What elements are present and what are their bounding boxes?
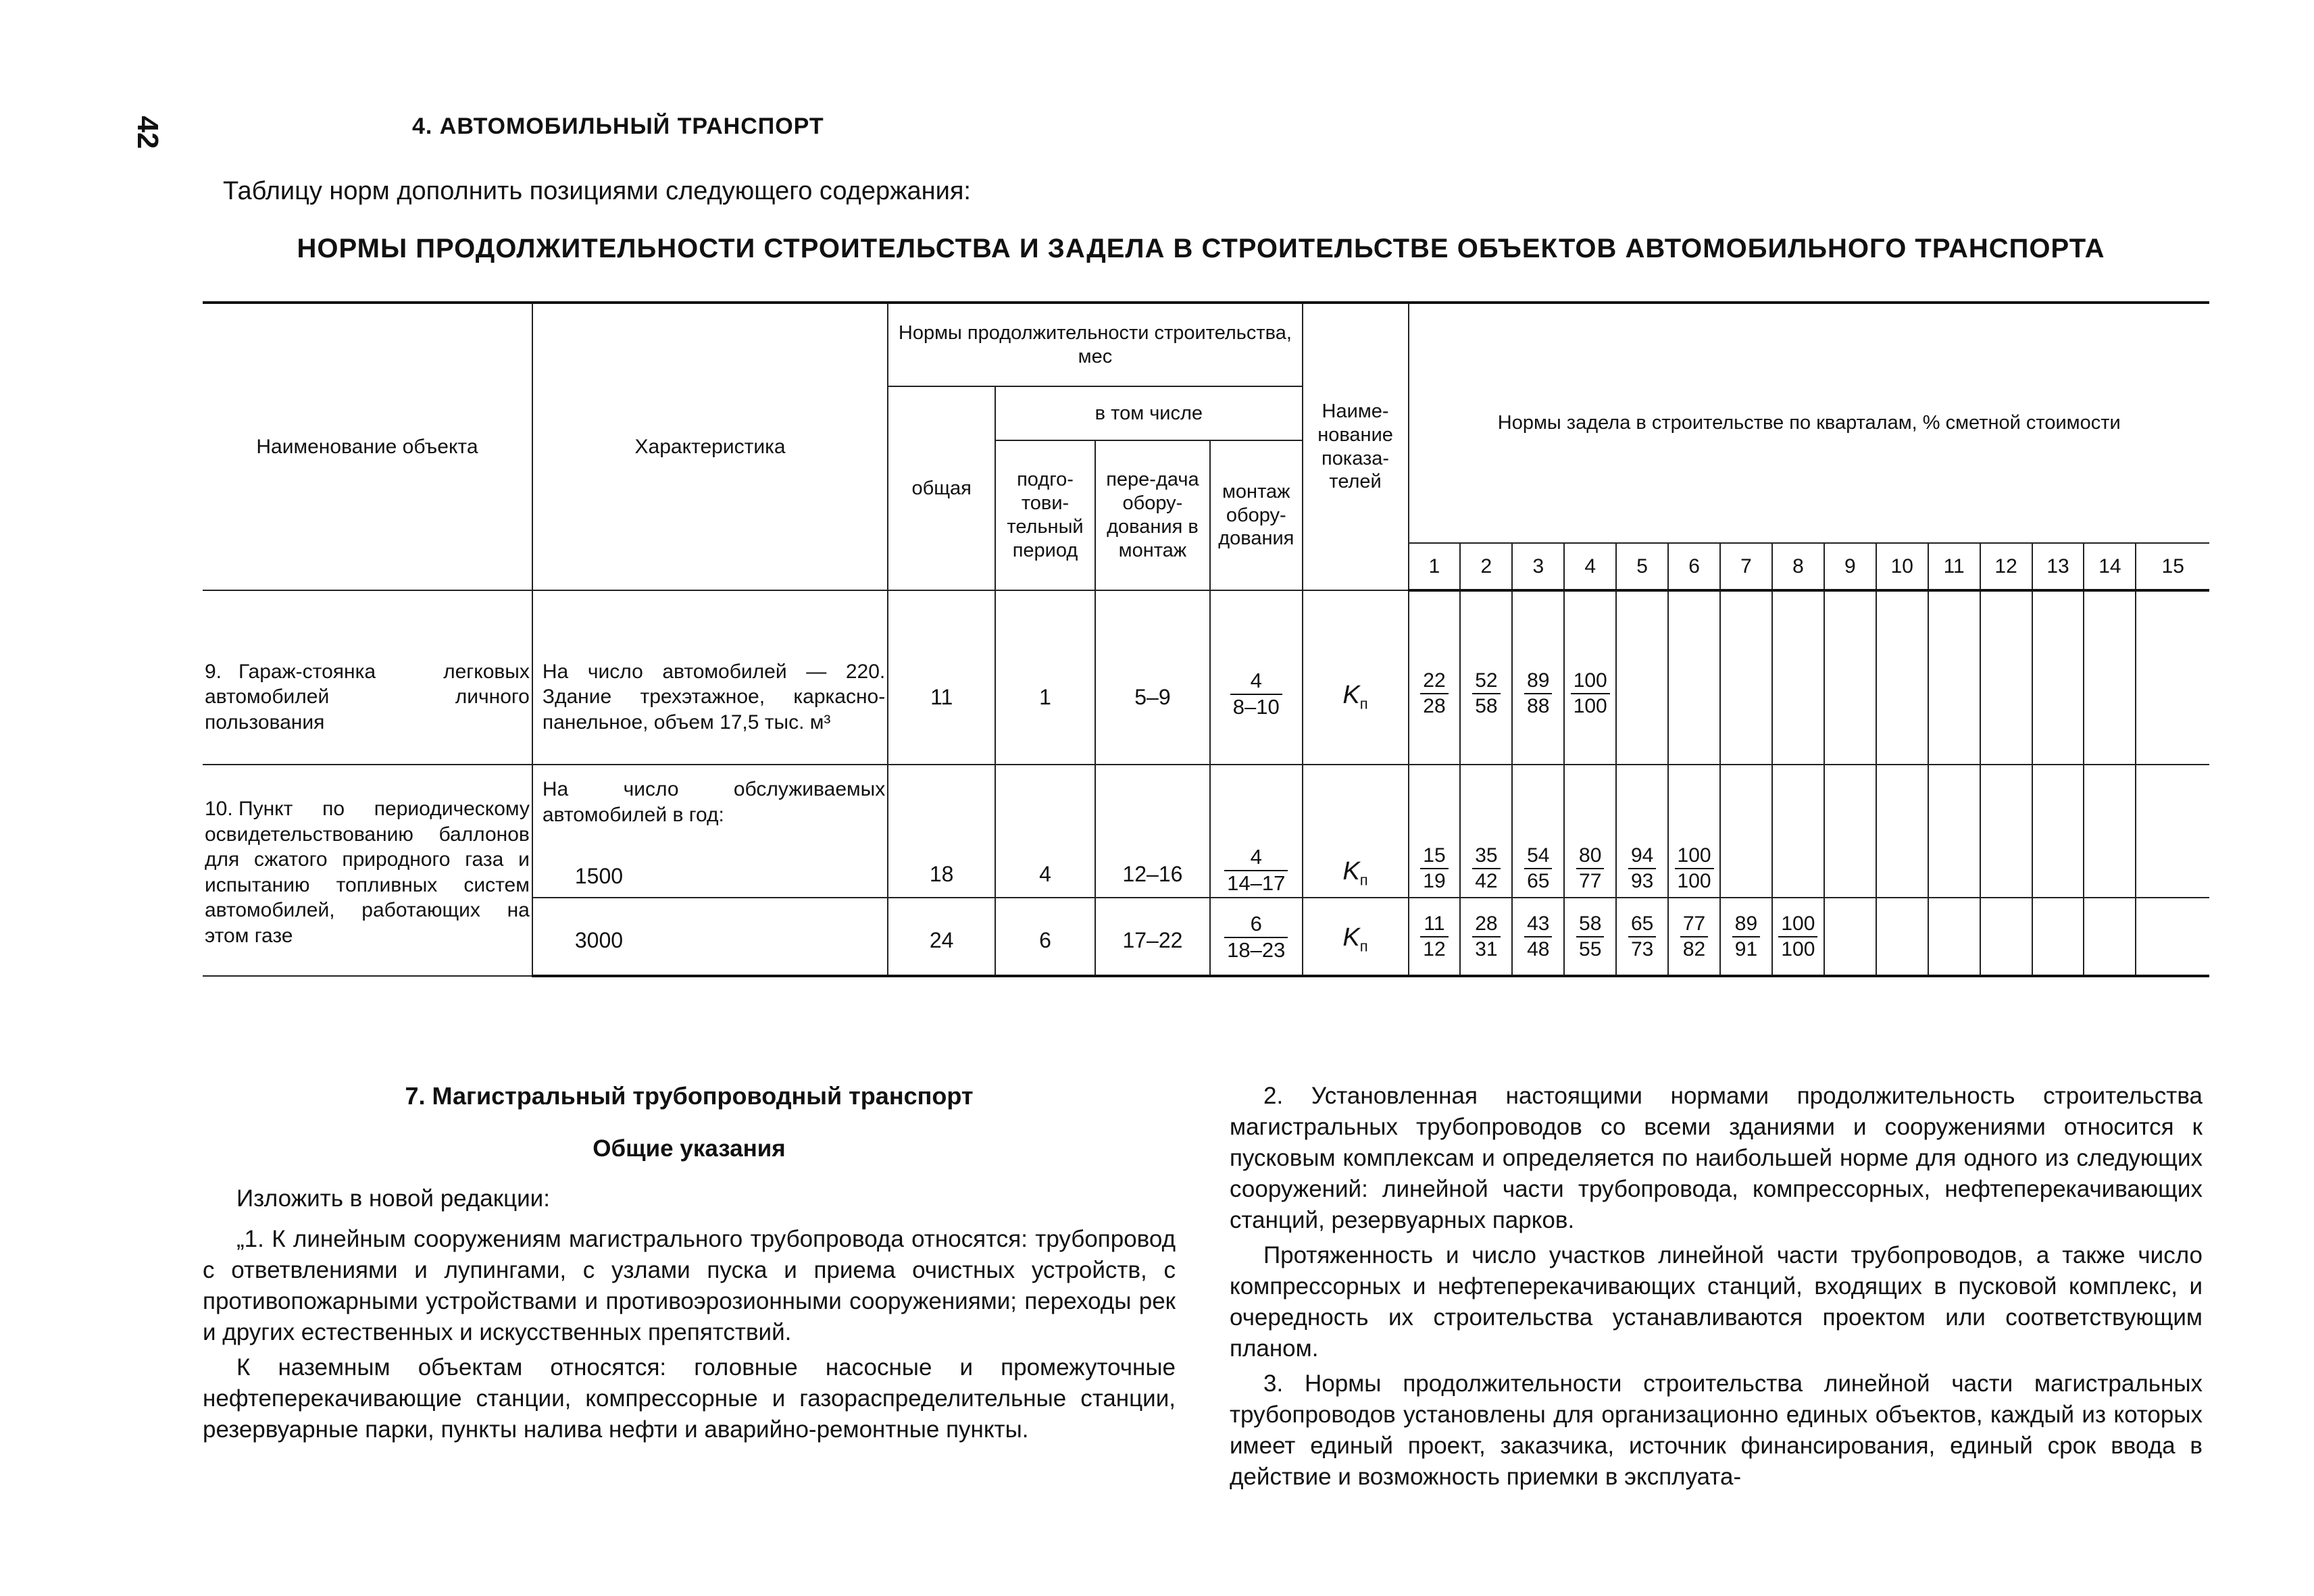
quarter-value: 58 — [1475, 694, 1498, 717]
object-cell — [203, 590, 532, 765]
header-quarter: 8 — [1772, 543, 1824, 590]
quarter-cell — [2136, 765, 2209, 898]
object-name: Пункт по периодическому освидетельствованию баллонов для сжатого природного газа и испытанию топливных систем автомобилей, работающих на этом газе — [205, 798, 530, 947]
transfer-cell: 5–9 — [1095, 590, 1210, 765]
quarter-cell — [1512, 898, 1564, 976]
quarter-value: 80 — [1576, 844, 1604, 869]
quarter-cell — [2084, 590, 2136, 765]
prep-cell: 6 — [995, 898, 1095, 976]
quarter-cell — [1876, 898, 1928, 976]
quarter-cell — [1876, 765, 1928, 898]
quarter-value: 31 — [1475, 937, 1498, 960]
quarter-value: 77 — [1579, 869, 1602, 892]
quarter-cell — [1409, 765, 1461, 898]
quarter-cell — [2084, 898, 2136, 976]
indicator-cell — [1303, 898, 1409, 976]
header-quarter: 11 — [1928, 543, 1980, 590]
object-name: Гараж-стоянка легковых автомобилей личного пользования — [205, 660, 530, 733]
header-quarter: 2 — [1460, 543, 1512, 590]
header-quarter: 15 — [2136, 543, 2209, 590]
norms-table — [203, 301, 2209, 977]
prep-cell: 4 — [995, 765, 1095, 898]
indicator-symbol: $K_п$ — [1342, 923, 1368, 955]
table-title: НОРМЫ ПРОДОЛЖИТЕЛЬНОСТИ СТРОИТЕЛЬСТВА И ЗАДЕЛА В СТРОИТЕЛЬСТВЕ ОБЪЕКТОВ АВТОМОБИЛЬНОГО ТРАНСПОРТА — [297, 234, 2105, 263]
header-quarter: 5 — [1616, 543, 1668, 590]
quarter-cell — [1928, 765, 1980, 898]
quarter-value: 89 — [1732, 912, 1760, 937]
quarter-cell — [1824, 765, 1876, 898]
quarter-value: 43 — [1524, 912, 1552, 937]
header-object: Наименование объекта — [203, 303, 532, 590]
quarter-cell — [1824, 898, 1876, 976]
quarter-cell — [1824, 590, 1876, 765]
quarter-cell — [1876, 590, 1928, 765]
left-column — [203, 1081, 1176, 1449]
table-row — [203, 765, 2209, 898]
quarter-value: 73 — [1630, 937, 1654, 960]
indicator-cell — [1303, 765, 1409, 898]
quarter-cell — [1460, 765, 1512, 898]
quarter-cell — [2032, 765, 2084, 898]
quarter-cell — [1980, 765, 2032, 898]
header-characteristic: Характеристика — [532, 303, 888, 590]
header-quarter: 10 — [1876, 543, 1928, 590]
quarter-cell — [2032, 590, 2084, 765]
quarter-cell — [1772, 590, 1824, 765]
quarter-value: 91 — [1734, 937, 1758, 960]
header-including: в том числе — [995, 386, 1302, 440]
characteristic-text: На число обслуживаемых автомобилей в год: — [542, 778, 886, 826]
paragraph: 3. Нормы продолжительности строительства линейной части магистральных трубопроводов установлены для организационно единых объектов, каждый из которых имеет единый проект, заказчика, источник финансирования, единый срок ввода в действие и возможность приемки в эксплуата- — [1230, 1370, 2203, 1490]
quarter-value: 15 — [1420, 844, 1448, 869]
characteristic-cell — [532, 898, 888, 976]
quarter-cell — [1564, 898, 1616, 976]
quarter-value: 54 — [1524, 844, 1552, 869]
quarter-value: 65 — [1628, 912, 1656, 937]
quarter-value: 19 — [1423, 869, 1446, 892]
install-cell — [1210, 898, 1303, 976]
prep-cell: 1 — [995, 590, 1095, 765]
quarter-cell — [2136, 590, 2209, 765]
quarter-value: 11 — [1420, 912, 1448, 937]
lead-text: Изложить в новой редакции: — [236, 1185, 550, 1212]
quarter-value: 100 — [1573, 694, 1607, 717]
page-number: 42 — [131, 115, 164, 149]
quarter-value: 55 — [1579, 937, 1602, 960]
quarter-cell — [1668, 898, 1720, 976]
install-value: 18–23 — [1227, 937, 1286, 962]
quarter-value: 100 — [1675, 844, 1714, 869]
header-quarter: 3 — [1512, 543, 1564, 590]
quarter-value: 88 — [1527, 694, 1550, 717]
quarter-cell — [2136, 898, 2209, 976]
quarter-cell — [1928, 590, 1980, 765]
quarter-cell — [1720, 765, 1772, 898]
quarter-cell — [1512, 765, 1564, 898]
paragraph: Протяженность и число участков линейной части трубопроводов, а также число компрессорных и нефтеперекачивающих станций, входящих в пусковой комплекс, и очередность их строительства устанавливаются проектом или соответствующим планом. — [1230, 1242, 2203, 1362]
quarter-value: 65 — [1527, 869, 1550, 892]
quarter-cell — [1460, 898, 1512, 976]
quarter-cell — [1564, 590, 1616, 765]
section-title: 4. АВТОМОБИЛЬНЫЙ ТРАНСПОРТ — [412, 113, 824, 139]
quarter-cell — [2032, 898, 2084, 976]
right-column — [1230, 1081, 2203, 1497]
header-quarter: 12 — [1980, 543, 2032, 590]
quarter-cell — [1616, 898, 1668, 976]
quarter-cell — [1772, 765, 1824, 898]
intro-text: Таблицу норм дополнить позициями следующего содержания: — [223, 177, 971, 205]
quarter-value: 12 — [1423, 937, 1446, 960]
quarter-value: 100 — [1778, 912, 1817, 937]
header-prep-period: подго-тови-тельный период — [995, 440, 1095, 590]
paragraph: „1. К линейным сооружениям магистрального трубопровода относятся: трубопровод с ответвлениями и лупингами, с узлами пуска и приема очистных устройств, с противопожарными устройствами и противоэрозионными сооружениями; переходы рек и других естественных и искусственных препятствий. — [203, 1226, 1176, 1345]
header-quarter: 4 — [1564, 543, 1616, 590]
quarter-cell — [1564, 765, 1616, 898]
quarter-cell — [1980, 590, 2032, 765]
quarter-cell — [1720, 590, 1772, 765]
install-value: 4 — [1224, 845, 1288, 871]
quarter-cell — [1668, 590, 1720, 765]
total-cell: 11 — [888, 590, 995, 765]
indicator-cell — [1303, 590, 1409, 765]
quarter-cell — [1409, 898, 1461, 976]
quarter-value: 94 — [1628, 844, 1656, 869]
quarter-cell — [1720, 898, 1772, 976]
header-quarter: 7 — [1720, 543, 1772, 590]
quarter-cell — [1460, 590, 1512, 765]
total-cell: 18 — [888, 765, 995, 898]
characteristic-text: На число автомобилей — 220. Здание трехэтажное, каркасно-панельное, объем 17,5 тыс. м³ — [542, 660, 886, 733]
paragraph: К наземным объектам относятся: головные насосные и промежуточные нефтеперекачивающие станции, компрессорные и газораспределительные станции, резервуарные парки, пункты налива нефти и аварийно-ремонтные пункты. — [203, 1354, 1176, 1443]
header-quarter: 14 — [2084, 543, 2136, 590]
quarter-cell — [1980, 898, 2032, 976]
characteristic-cell — [532, 765, 888, 898]
subheading: Общие указания — [593, 1135, 786, 1162]
install-value: 8–10 — [1232, 695, 1280, 719]
quarter-value: 22 — [1420, 669, 1448, 694]
quarter-value: 82 — [1682, 937, 1706, 960]
header-backlog: Нормы задела в строительстве по кварталам, % сметной стоимости — [1409, 303, 2210, 543]
header-quarter: 13 — [2032, 543, 2084, 590]
object-cell — [203, 765, 532, 976]
header-install: монтаж обору-дования — [1210, 440, 1303, 590]
header-quarter: 1 — [1409, 543, 1461, 590]
transfer-cell: 12–16 — [1095, 765, 1210, 898]
characteristic-cell — [532, 590, 888, 765]
total-cell: 24 — [888, 898, 995, 976]
quarter-cell — [1409, 590, 1461, 765]
table-row — [203, 590, 2209, 765]
quarter-value: 89 — [1524, 669, 1552, 694]
quarter-value: 100 — [1781, 937, 1815, 960]
header-total: общая — [888, 386, 995, 590]
indicator-symbol: $K_п$ — [1342, 680, 1368, 713]
install-value: 6 — [1224, 912, 1288, 938]
capacity-value: 1500 — [574, 864, 624, 889]
install-value: 4 — [1230, 669, 1282, 695]
quarter-value: 93 — [1630, 869, 1654, 892]
install-cell — [1210, 590, 1303, 765]
quarter-cell — [1668, 765, 1720, 898]
quarter-cell — [2084, 765, 2136, 898]
quarter-value: 52 — [1472, 669, 1500, 694]
indicator-symbol: $K_п$ — [1342, 857, 1368, 889]
quarter-cell — [1616, 590, 1668, 765]
quarter-value: 28 — [1472, 912, 1500, 937]
header-indicator: Наиме-нование показа-телей — [1303, 303, 1409, 590]
row-number: 9. — [205, 660, 222, 683]
section-heading: 7. Магистральный трубопроводный транспорт — [405, 1082, 974, 1110]
capacity-value: 3000 — [574, 927, 624, 952]
quarter-cell — [1512, 590, 1564, 765]
transfer-cell: 17–22 — [1095, 898, 1210, 976]
quarter-value: 77 — [1680, 912, 1708, 937]
quarter-value: 35 — [1472, 844, 1500, 869]
header-quarter: 6 — [1668, 543, 1720, 590]
header-transfer: пере-дача обору-дования в монтаж — [1095, 440, 1210, 590]
install-value: 14–17 — [1227, 871, 1286, 895]
header-duration-group: Нормы продолжительности строительства, мес — [888, 303, 1302, 386]
quarter-value: 42 — [1475, 869, 1498, 892]
quarter-cell — [1616, 765, 1668, 898]
quarter-value: 48 — [1527, 937, 1550, 960]
row-number: 10. — [205, 798, 233, 821]
install-cell — [1210, 765, 1303, 898]
quarter-cell — [1772, 898, 1824, 976]
quarter-value: 100 — [1677, 869, 1711, 892]
quarter-value: 28 — [1423, 694, 1446, 717]
quarter-value: 58 — [1576, 912, 1604, 937]
quarter-value: 100 — [1571, 669, 1610, 694]
paragraph: 2. Установленная настоящими нормами продолжительность строительства магистральных трубопроводов со всеми зданиями и сооружениями относится к пусковым комплексам и определяется по наибольшей норме для одного из следующих сооружений: линейной части трубопровода, компрессорных, нефтеперекачивающих станций, резервуарных парков. — [1230, 1083, 2203, 1233]
quarter-cell — [1928, 898, 1980, 976]
header-quarter: 9 — [1824, 543, 1876, 590]
